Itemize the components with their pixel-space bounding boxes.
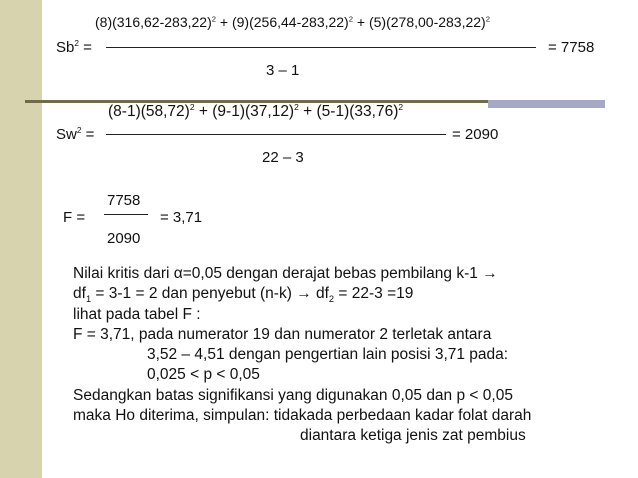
- sb-numerator: $(8)(316,62-283,22)^2 + (9)(256,44-283,22)^2 + (5)(278,00-283,22)^2$: [95, 14, 490, 30]
- sw-numerator: $(8-1)(58,72)^2 + (9-1)(37,12)^2 + (5-1)(33,76)^2$: [108, 101, 404, 120]
- explanation-line-8: maka Ho diterima, simpulan: tidakada perbedaan kadar folat darah: [73, 407, 532, 425]
- explanation-line-4: F = 3,71, pada numerator 19 dan numerator 2 terletak antara: [73, 325, 492, 343]
- explanation-line-2: $df_1 = 3-1 = 2$ dan penyebut $(n-k) \to df_2 = 22-3 =19$: [73, 285, 414, 305]
- f-label: F =: [63, 209, 86, 226]
- explanation-line-9: diantara ketiga jenis zat pembius: [300, 427, 526, 445]
- sb-denominator: 3 – 1: [266, 62, 300, 79]
- f-denominator: 2090: [107, 230, 141, 247]
- arrow-right-icon: →: [296, 285, 312, 303]
- sw-fraction-bar: [106, 134, 446, 135]
- sw-denominator: 22 – 3: [262, 149, 304, 166]
- section-divider-accent: [488, 100, 605, 108]
- explanation-line-6: 0,025 < p < 0,05: [147, 366, 260, 384]
- sb-label: $Sb^2$ =: [56, 39, 92, 56]
- f-fraction-bar: [104, 214, 148, 215]
- sw-label: $Sw^2$ =: [56, 126, 95, 143]
- explanation-line-3: lihat pada tabel F :: [73, 305, 201, 323]
- explanation-line-7: Sedangkan batas signifikansi yang digunakan 0,05 dan p < 0,05: [73, 386, 513, 404]
- explanation-line-5: 3,52 – 4,51 dengan pengertian lain posisi 3,71 pada:: [147, 346, 509, 364]
- arrow-right-icon: →: [482, 265, 498, 282]
- f-result: = 3,71: [160, 209, 203, 226]
- sb-result: = 7758: [548, 39, 595, 56]
- sb-fraction-bar: [106, 47, 536, 48]
- sw-result: = 2090: [452, 126, 499, 143]
- f-numerator: 7758: [107, 192, 141, 209]
- explanation-line-1: Nilai kritis dari α=0,05 dengan derajat bebas pembilang k-1 →: [73, 265, 498, 282]
- sidebar-strip: [0, 0, 42, 478]
- explanation-text: [73, 264, 613, 447]
